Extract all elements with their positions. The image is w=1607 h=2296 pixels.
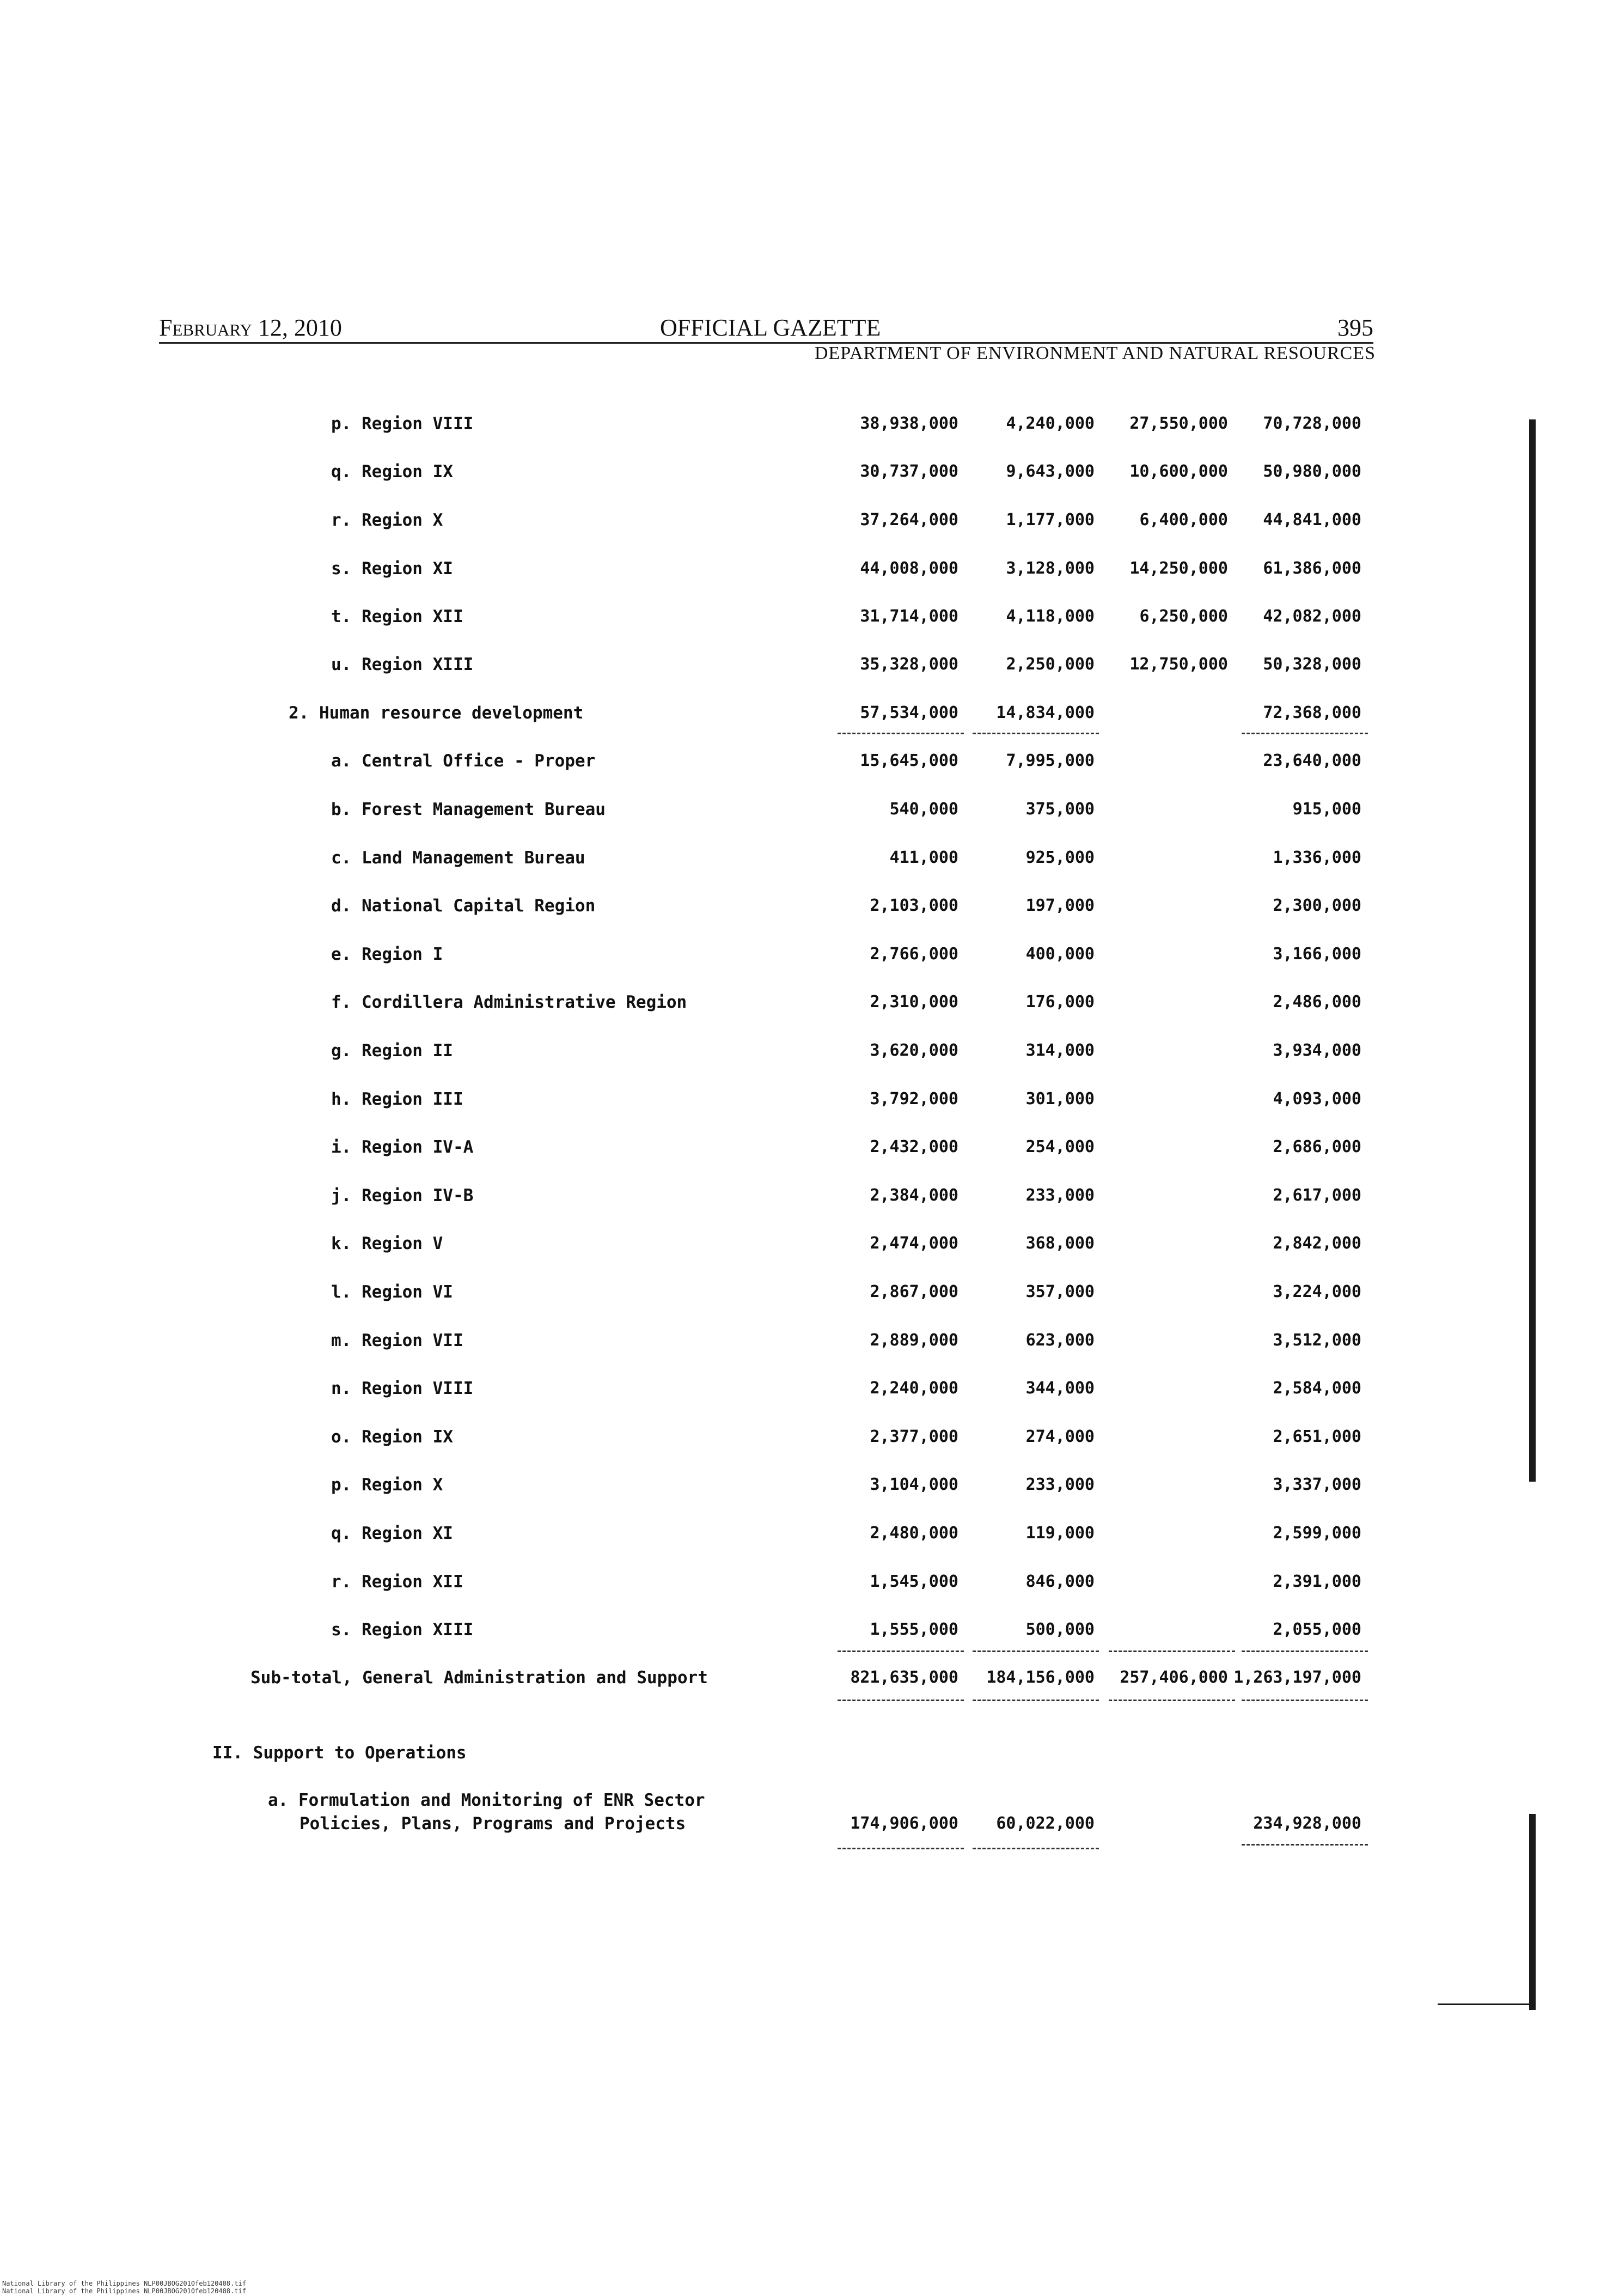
scan-edge-mark [1529, 1814, 1536, 2010]
cell-total: 2,599,000 [1273, 1524, 1361, 1543]
row-label: c. Land Management Bureau [331, 848, 585, 868]
divider [1242, 1844, 1368, 1846]
table-row [0, 1524, 1607, 1551]
divider [1242, 1651, 1368, 1652]
cell-mooe: 2,250,000 [1006, 655, 1095, 674]
cell-ps: 1,545,000 [870, 1572, 958, 1591]
cell-total: 2,391,000 [1273, 1572, 1361, 1591]
row-label: a. Central Office - Proper [331, 751, 596, 771]
cell-ps: 57,534,000 [860, 703, 958, 722]
cell-mooe: 301,000 [1025, 1089, 1095, 1109]
row-label: e. Region I [331, 945, 443, 964]
table-row [0, 800, 1607, 827]
cell-ps: 35,328,000 [860, 655, 958, 674]
row-label-continued: Policies, Plans, Programs and Projects [300, 1814, 686, 1834]
row-label: a. Formulation and Monitoring of ENR Sector [268, 1790, 705, 1810]
cell-mooe: 846,000 [1025, 1572, 1095, 1591]
header-publication: OFFICIAL GAZETTE [660, 314, 881, 341]
header-date: February 12, 2010 [159, 314, 342, 341]
cell-total: 2,842,000 [1273, 1234, 1361, 1253]
divider [838, 1700, 964, 1701]
table-row [0, 1814, 1607, 1841]
page-header [159, 315, 1373, 344]
row-label: d. National Capital Region [331, 896, 596, 916]
cell-mooe: 14,834,000 [996, 703, 1095, 722]
cell-total: 4,093,000 [1273, 1089, 1361, 1109]
cell-total: 70,728,000 [1263, 414, 1361, 433]
cell-ps: 2,889,000 [870, 1331, 958, 1350]
row-label: u. Region XIII [331, 655, 474, 674]
cell-total: 42,082,000 [1263, 607, 1361, 626]
cell-ps: 540,000 [889, 800, 958, 819]
table-row [0, 1234, 1607, 1261]
table-row [0, 1620, 1607, 1647]
table-row [0, 510, 1607, 538]
cell-total: 23,640,000 [1263, 751, 1361, 770]
cell-mooe: 3,128,000 [1006, 559, 1095, 578]
table-row [0, 1186, 1607, 1213]
cell-mooe: 197,000 [1025, 896, 1095, 915]
row-label: h. Region III [331, 1089, 463, 1109]
table-row [0, 607, 1607, 634]
cell-mooe: 60,022,000 [996, 1814, 1095, 1833]
cell-ps: 44,008,000 [860, 559, 958, 578]
footer-line: National Library of the Philippines NLP00JBOG2010feb120408.tif [2, 2280, 246, 2287]
header-page-number: 395 [1337, 314, 1373, 341]
row-label: o. Region IX [331, 1427, 453, 1447]
cell-total: 3,512,000 [1273, 1331, 1361, 1350]
row-label: r. Region XII [331, 1572, 463, 1592]
cell-ps: 1,555,000 [870, 1620, 958, 1639]
scan-edge-mark [1438, 2003, 1530, 2005]
table-row [0, 1137, 1607, 1165]
divider [1109, 1700, 1235, 1701]
row-label: II. Support to Operations [212, 1743, 467, 1763]
table-row [0, 848, 1607, 875]
cell-total: 50,980,000 [1263, 462, 1361, 481]
cell-ps: 2,766,000 [870, 945, 958, 964]
table-row-group [0, 703, 1607, 730]
table-row [0, 1041, 1607, 1068]
cell-mooe: 314,000 [1025, 1041, 1095, 1060]
row-label: p. Region VIII [331, 414, 474, 434]
row-label: q. Region XI [331, 1524, 453, 1543]
cell-ps: 2,480,000 [870, 1524, 958, 1543]
cell-ps: 174,906,000 [850, 1814, 958, 1833]
row-label: l. Region VI [331, 1282, 453, 1302]
cell-ps: 3,792,000 [870, 1089, 958, 1109]
table-row [0, 414, 1607, 441]
cell-total: 3,337,000 [1273, 1475, 1361, 1494]
subtotal-row [0, 1668, 1607, 1695]
cell-total: 2,300,000 [1273, 896, 1361, 915]
cell-total: 61,386,000 [1263, 559, 1361, 578]
cell-mooe: 176,000 [1025, 992, 1095, 1012]
cell-ps: 2,474,000 [870, 1234, 958, 1253]
cell-ps: 2,240,000 [870, 1379, 958, 1398]
cell-mooe: 233,000 [1025, 1475, 1095, 1494]
row-label: Sub-total, General Administration and Support [250, 1668, 708, 1688]
table-row [0, 1475, 1607, 1502]
cell-ps: 31,714,000 [860, 607, 958, 626]
cell-total: 2,486,000 [1273, 992, 1361, 1012]
cell-mooe: 4,240,000 [1006, 414, 1095, 433]
table-row [0, 655, 1607, 682]
cell-total: 50,328,000 [1263, 655, 1361, 674]
divider [838, 733, 964, 734]
cell-co: 257,406,000 [1120, 1668, 1228, 1687]
cell-ps: 3,104,000 [870, 1475, 958, 1494]
row-label: m. Region VII [331, 1331, 463, 1350]
row-label: s. Region XI [331, 559, 453, 578]
cell-ps: 2,310,000 [870, 992, 958, 1012]
cell-total: 234,928,000 [1253, 1814, 1361, 1833]
cell-co: 6,250,000 [1139, 607, 1228, 626]
divider [838, 1848, 964, 1849]
cell-total: 2,055,000 [1273, 1620, 1361, 1639]
divider [1242, 733, 1368, 734]
table-row [0, 1427, 1607, 1454]
table-row [0, 1331, 1607, 1358]
row-label: f. Cordillera Administrative Region [331, 992, 687, 1012]
cell-ps: 15,645,000 [860, 751, 958, 770]
cell-co: 10,600,000 [1129, 462, 1228, 481]
cell-ps: 821,635,000 [850, 1668, 958, 1687]
department-heading: DEPARTMENT OF ENVIRONMENT AND NATURAL RESOURCES [814, 343, 1376, 363]
divider [973, 1700, 1099, 1701]
cell-total: 1,263,197,000 [1233, 1668, 1361, 1687]
cell-mooe: 9,643,000 [1006, 462, 1095, 481]
scan-edge-mark [1529, 419, 1536, 1482]
divider [973, 1848, 1099, 1849]
cell-total: 2,584,000 [1273, 1379, 1361, 1398]
cell-co: 14,250,000 [1129, 559, 1228, 578]
row-label: 2. Human resource development [289, 703, 584, 723]
cell-mooe: 1,177,000 [1006, 510, 1095, 529]
row-label: s. Region XIII [331, 1620, 474, 1640]
footer-line: National Library of the Philippines NLP00JBOG2010feb120408.tif [2, 2287, 246, 2295]
cell-co: 27,550,000 [1129, 414, 1228, 433]
cell-ps: 30,737,000 [860, 462, 958, 481]
cell-total: 3,934,000 [1273, 1041, 1361, 1060]
cell-ps: 38,938,000 [860, 414, 958, 433]
cell-mooe: 500,000 [1025, 1620, 1095, 1639]
cell-total: 2,686,000 [1273, 1137, 1361, 1156]
cell-total: 2,651,000 [1273, 1427, 1361, 1446]
cell-co: 12,750,000 [1129, 655, 1228, 674]
cell-mooe: 184,156,000 [986, 1668, 1095, 1687]
row-label: i. Region IV-A [331, 1137, 474, 1157]
cell-ps: 2,867,000 [870, 1282, 958, 1301]
row-label: q. Region IX [331, 462, 453, 482]
row-label: n. Region VIII [331, 1379, 474, 1398]
cell-mooe: 623,000 [1025, 1331, 1095, 1350]
cell-ps: 2,432,000 [870, 1137, 958, 1156]
divider [973, 733, 1099, 734]
cell-ps: 2,103,000 [870, 896, 958, 915]
row-label: j. Region IV-B [331, 1186, 474, 1205]
row-label: t. Region XII [331, 607, 463, 626]
cell-ps: 37,264,000 [860, 510, 958, 529]
table-row [0, 751, 1607, 778]
cell-total: 1,336,000 [1273, 848, 1361, 867]
table-row [0, 1089, 1607, 1117]
cell-mooe: 119,000 [1025, 1524, 1095, 1543]
divider [1242, 1700, 1368, 1701]
section-heading [0, 1743, 1607, 1770]
cell-mooe: 357,000 [1025, 1282, 1095, 1301]
table-row [0, 992, 1607, 1020]
row-label: g. Region II [331, 1041, 453, 1061]
cell-mooe: 254,000 [1025, 1137, 1095, 1156]
table-row [0, 945, 1607, 972]
row-label: p. Region X [331, 1475, 443, 1495]
cell-ps: 411,000 [889, 848, 958, 867]
cell-total: 3,224,000 [1273, 1282, 1361, 1301]
table-row [0, 462, 1607, 489]
table-row [0, 1379, 1607, 1406]
cell-mooe: 375,000 [1025, 800, 1095, 819]
row-label: r. Region X [331, 510, 443, 530]
cell-mooe: 274,000 [1025, 1427, 1095, 1446]
cell-total: 72,368,000 [1263, 703, 1361, 722]
table-row [0, 896, 1607, 923]
cell-mooe: 400,000 [1025, 945, 1095, 964]
cell-total: 44,841,000 [1263, 510, 1361, 529]
cell-ps: 2,384,000 [870, 1186, 958, 1205]
cell-total: 3,166,000 [1273, 945, 1361, 964]
divider [838, 1651, 964, 1652]
cell-mooe: 344,000 [1025, 1379, 1095, 1398]
divider [973, 1651, 1099, 1652]
cell-mooe: 4,118,000 [1006, 607, 1095, 626]
table-row [0, 1282, 1607, 1310]
cell-mooe: 7,995,000 [1006, 751, 1095, 770]
cell-ps: 2,377,000 [870, 1427, 958, 1446]
cell-mooe: 368,000 [1025, 1234, 1095, 1253]
row-label: b. Forest Management Bureau [331, 800, 606, 819]
cell-total: 2,617,000 [1273, 1186, 1361, 1205]
cell-total: 915,000 [1292, 800, 1361, 819]
divider [1109, 1651, 1235, 1652]
cell-co: 6,400,000 [1139, 510, 1228, 529]
cell-ps: 3,620,000 [870, 1041, 958, 1060]
table-row [0, 1572, 1607, 1599]
table-row [0, 559, 1607, 586]
cell-mooe: 233,000 [1025, 1186, 1095, 1205]
cell-mooe: 925,000 [1025, 848, 1095, 867]
row-label: k. Region V [331, 1234, 443, 1253]
